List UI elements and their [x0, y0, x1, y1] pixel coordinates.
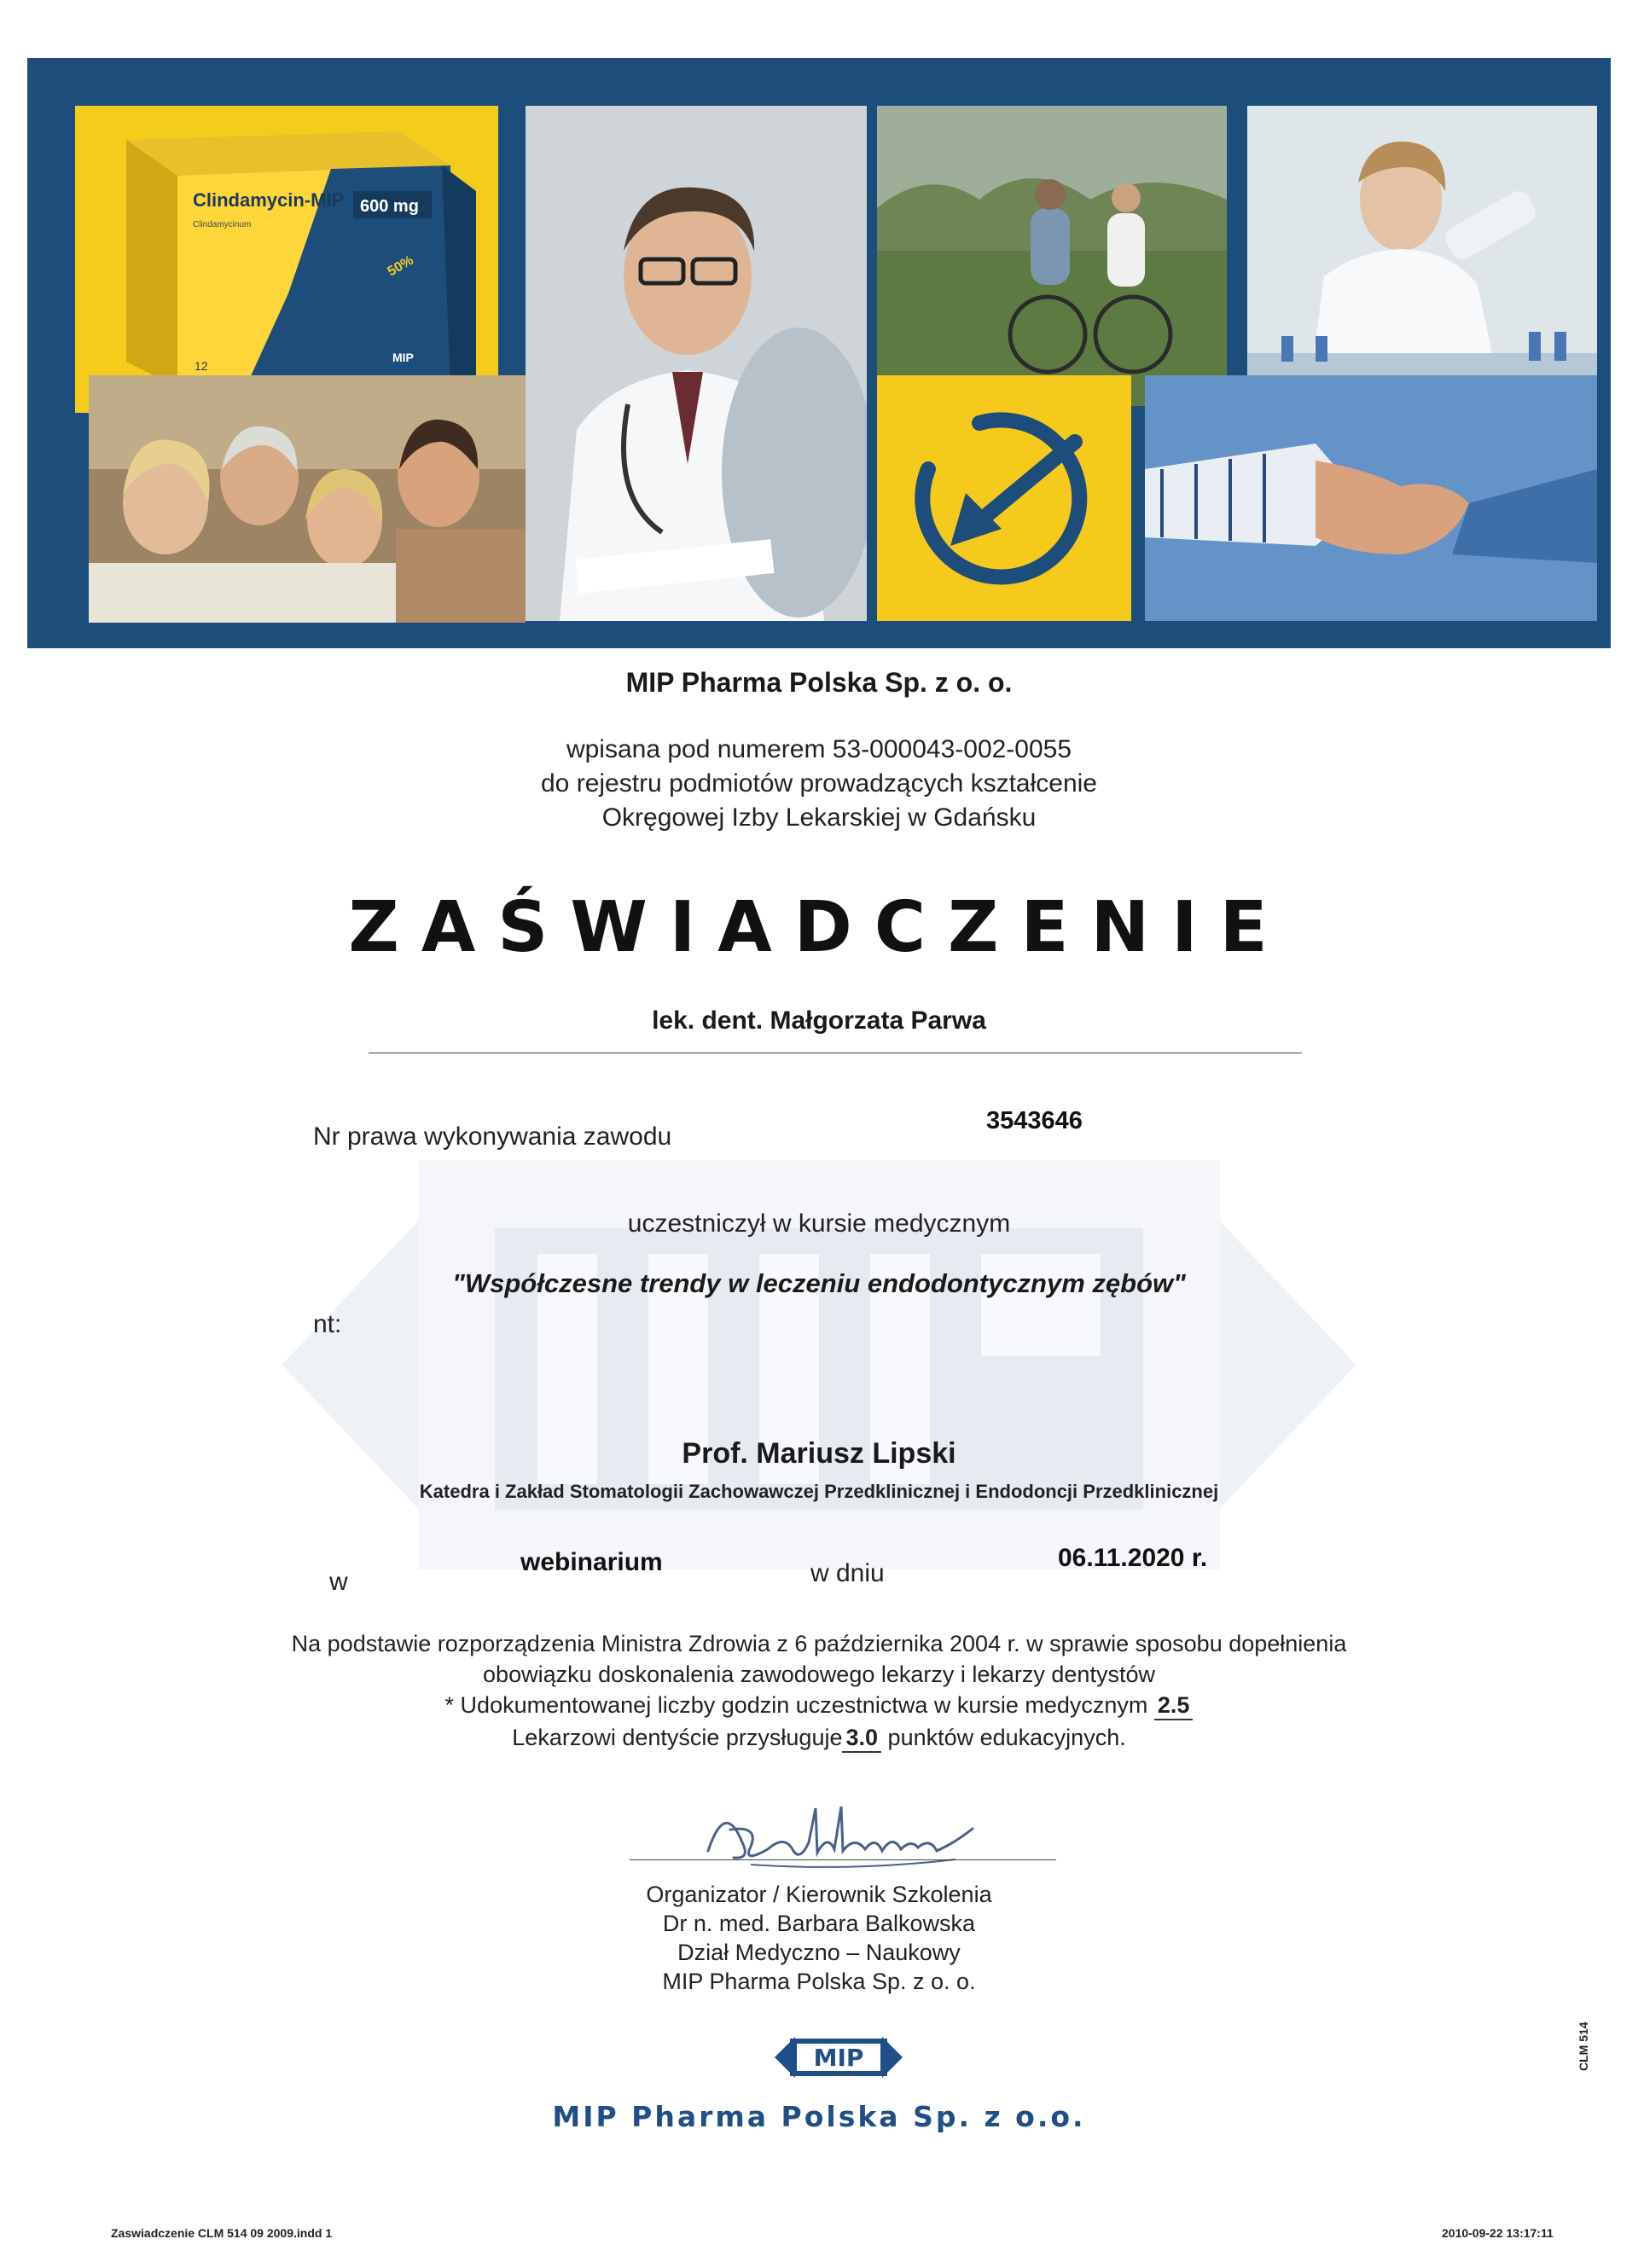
recipient-name: lek. dent. Małgorzata Parwa — [652, 1006, 986, 1035]
signature-line — [630, 1859, 1056, 1860]
date-value: 06.11.2020 r. — [1058, 1544, 1208, 1572]
organizer-name: Dr n. med. Barbara Balkowska — [662, 1911, 976, 1936]
legal-line-1: Na podstawie rozporządzenia Ministra Zdrowia z 6 października 2004 r. w sprawie sposobu dopełnienia — [291, 1631, 1347, 1656]
product-badge: 50% — [385, 252, 416, 280]
doctor-illustration — [526, 106, 867, 621]
certificate-title: ZAŚWIADCZENIE — [348, 887, 1290, 968]
course-title: "Współczesne trendy w leczeniu endodontycznym zębów" — [452, 1268, 1186, 1298]
cyclists-illustration — [877, 106, 1227, 406]
footer-company-name: MIP Pharma Polska Sp. z o.o. — [552, 2100, 1086, 2133]
participation-text: uczestniczył w kursie medycznym — [627, 1209, 1011, 1238]
registration-number: 53-000043-002-0055 — [832, 735, 1072, 763]
points-value: 3.0 — [842, 1725, 881, 1753]
photo-banner — [27, 58, 1611, 648]
document-code: CLM 514 — [1577, 2021, 1590, 2071]
hours-prefix: * Udokumentowanej liczby godzin uczestnictwa w kursie medycznym — [444, 1692, 1148, 1718]
points-prefix: Lekarzowi dentyście przysługuje — [512, 1725, 843, 1750]
print-timestamp: 2010-09-22 13:17:11 — [1442, 2226, 1554, 2240]
date-label: w dniu — [810, 1559, 885, 1587]
hours-line — [0, 1692, 1638, 1720]
product-count: 12 — [195, 359, 208, 373]
organizer-signature — [700, 1783, 990, 1876]
product-brand: Clindamycin-MIP — [193, 189, 345, 211]
issuer-company: MIP Pharma Polska Sp. z o. o. — [625, 667, 1013, 698]
product-logo: MIP — [392, 351, 414, 364]
organizer-role: Organizator / Kierownik Szkolenia — [646, 1882, 992, 1907]
organizer-company: MIP Pharma Polska Sp. z o. o. — [662, 1969, 976, 1994]
handshake-illustration — [1145, 375, 1597, 621]
mip-watermark — [282, 1134, 1356, 1595]
location-label: w — [329, 1568, 348, 1596]
cyclists-photo-tile — [877, 106, 1227, 406]
organizer-department: Dział Medyczno – Naukowy — [677, 1940, 961, 1965]
lab-photo-tile — [1247, 106, 1597, 406]
registration-line-2: do rejestru podmiotów prowadzących kształcenie — [541, 769, 1097, 798]
doctor-photo-tile — [526, 106, 867, 621]
circle-arrow-icon — [877, 375, 1131, 621]
topic-label: nt: — [313, 1310, 342, 1338]
legal-line-2: obowiązku doskonalenia zawodowego lekarzy i lekarzy dentystów — [483, 1662, 1155, 1687]
product-dose: 600 mg — [360, 197, 419, 216]
lab-illustration — [1247, 106, 1597, 406]
license-number: 3543646 — [986, 1107, 1083, 1134]
logo-text: MIP — [813, 2044, 864, 2072]
points-line — [0, 1725, 1638, 1753]
registration-prefix: wpisana pod numerem — [566, 735, 826, 763]
registration-line-1 — [0, 735, 1638, 764]
product-box-illustration — [75, 106, 498, 413]
points-suffix: punktów edukacyjnych. — [887, 1725, 1126, 1750]
registration-line-3: Okręgowej Izby Lekarskiej w Gdańsku — [601, 803, 1037, 832]
lecturer-department: Katedra i Zakład Stomatologii Zachowawczej Przedklinicznej i Endodoncji Przedklinicznej — [419, 1481, 1219, 1502]
handshake-photo-tile — [1145, 375, 1597, 621]
license-label: Nr prawa wykonywania zawodu — [313, 1122, 672, 1151]
hours-value: 2.5 — [1154, 1692, 1194, 1720]
print-file-info: Zaswiadczenie CLM 514 09 2009.indd 1 — [111, 2226, 333, 2240]
lecturer-name: Prof. Mariusz Lipski — [682, 1437, 956, 1470]
mip-logo-icon — [775, 2032, 903, 2083]
family-illustration — [89, 375, 526, 623]
family-photo-tile — [89, 375, 526, 623]
product-box-tile — [75, 106, 498, 413]
arrow-logo-tile — [877, 375, 1131, 621]
product-ingredient: Clindamycinum — [193, 220, 252, 229]
location-value: webinarium — [520, 1548, 663, 1576]
